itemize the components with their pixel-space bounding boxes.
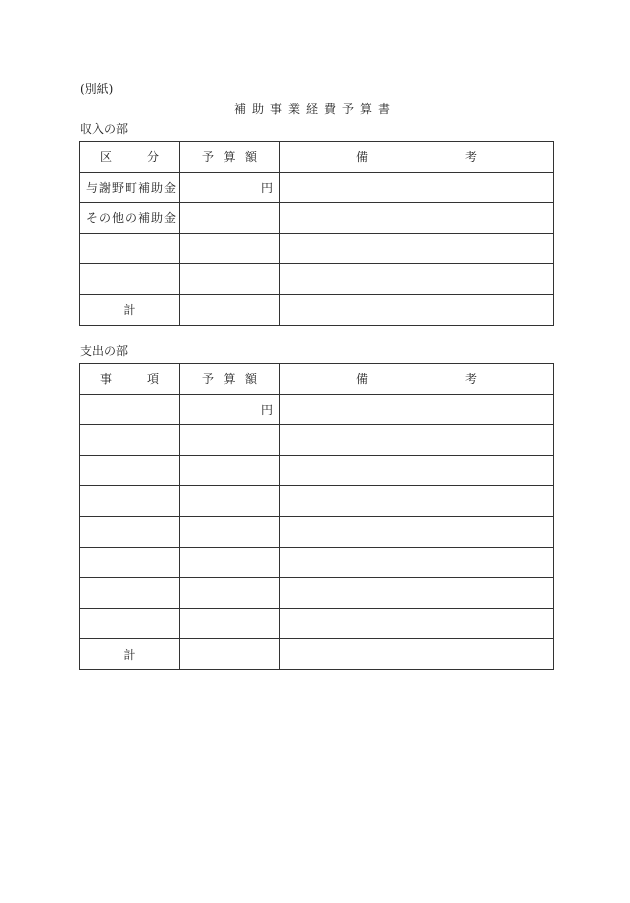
expense-amount-cell[interactable]: [180, 516, 280, 547]
expense-amount-cell[interactable]: 円: [180, 394, 280, 425]
expense-remarks-cell[interactable]: [280, 608, 554, 639]
expense-row: [80, 394, 554, 425]
expense-row: [80, 455, 554, 486]
income-item-cell[interactable]: 与謝野町補助金: [80, 172, 180, 203]
income-item-cell[interactable]: その他の補助金: [80, 203, 180, 234]
income-total-row: [80, 294, 554, 325]
expense-item-cell[interactable]: [80, 547, 180, 578]
income-remarks-cell[interactable]: [280, 203, 554, 234]
expense-row: [80, 608, 554, 639]
income-amount-cell[interactable]: [180, 203, 280, 234]
column-header-char: 考: [464, 150, 477, 165]
column-header-category: [80, 142, 180, 173]
column-header-char: 予: [202, 150, 215, 165]
expense-total-amount-cell[interactable]: [180, 639, 280, 670]
income-amount-cell[interactable]: [180, 233, 280, 264]
income-total-label: 計: [80, 294, 180, 325]
expense-item-cell[interactable]: [80, 425, 180, 456]
income-item-cell[interactable]: [80, 264, 180, 295]
income-amount-cell[interactable]: 円: [180, 172, 280, 203]
expense-item-cell[interactable]: [80, 578, 180, 609]
expense-row: [80, 516, 554, 547]
expense-remarks-cell[interactable]: [280, 394, 554, 425]
expense-row: [80, 578, 554, 609]
column-header-amount: [180, 142, 280, 173]
column-header-char: 備: [356, 372, 369, 387]
expense-total-row: [80, 639, 554, 670]
income-row: [80, 172, 554, 203]
expense-section-heading: 支出の部: [80, 344, 129, 358]
column-header-char: 項: [146, 372, 159, 387]
income-remarks-cell[interactable]: [280, 233, 554, 264]
expense-item-cell[interactable]: [80, 516, 180, 547]
expense-amount-cell[interactable]: [180, 486, 280, 517]
income-table: [79, 141, 554, 326]
column-header-char: 備: [356, 150, 369, 165]
expense-item-cell[interactable]: [80, 455, 180, 486]
column-header-char: 算: [223, 150, 236, 165]
expense-row: [80, 486, 554, 517]
expense-amount-cell[interactable]: [180, 608, 280, 639]
expense-remarks-cell[interactable]: [280, 516, 554, 547]
income-row: [80, 233, 554, 264]
column-header-char: 額: [244, 150, 257, 165]
income-remarks-cell[interactable]: [280, 172, 554, 203]
income-header-row: [80, 142, 554, 173]
income-section-heading: 収入の部: [80, 122, 129, 136]
column-header-char: 考: [464, 372, 477, 387]
expense-remarks-cell[interactable]: [280, 486, 554, 517]
income-row: [80, 264, 554, 295]
expense-remarks-cell[interactable]: [280, 547, 554, 578]
document-title: 補助事業経費予算書: [233, 102, 396, 116]
column-header-item: [80, 364, 180, 395]
income-row: [80, 203, 554, 234]
expense-amount-cell[interactable]: [180, 547, 280, 578]
expense-amount-cell[interactable]: [180, 425, 280, 456]
column-header-char: 分: [146, 150, 159, 165]
income-total-remarks-cell[interactable]: [280, 294, 554, 325]
expense-remarks-cell[interactable]: [280, 578, 554, 609]
expense-header-row: [80, 364, 554, 395]
income-total-amount-cell[interactable]: [180, 294, 280, 325]
income-item-cell[interactable]: [80, 233, 180, 264]
column-header-char: 算: [223, 372, 236, 387]
income-remarks-cell[interactable]: [280, 264, 554, 295]
expense-table: [79, 363, 554, 670]
expense-row: [80, 547, 554, 578]
expense-item-cell[interactable]: [80, 486, 180, 517]
expense-item-cell[interactable]: [80, 608, 180, 639]
column-header-char: 額: [244, 372, 257, 387]
column-header-char: 事: [100, 372, 113, 387]
expense-row: [80, 425, 554, 456]
column-header-char: 区: [100, 150, 113, 165]
expense-amount-cell[interactable]: [180, 455, 280, 486]
attachment-label: (別紙): [80, 82, 114, 96]
column-header-remarks: [280, 364, 554, 395]
column-header-amount: [180, 364, 280, 395]
expense-total-remarks-cell[interactable]: [280, 639, 554, 670]
expense-remarks-cell[interactable]: [280, 455, 554, 486]
column-header-remarks: [280, 142, 554, 173]
income-amount-cell[interactable]: [180, 264, 280, 295]
column-header-char: 予: [202, 372, 215, 387]
expense-remarks-cell[interactable]: [280, 425, 554, 456]
expense-amount-cell[interactable]: [180, 578, 280, 609]
expense-total-label: 計: [80, 639, 180, 670]
expense-item-cell[interactable]: [80, 394, 180, 425]
